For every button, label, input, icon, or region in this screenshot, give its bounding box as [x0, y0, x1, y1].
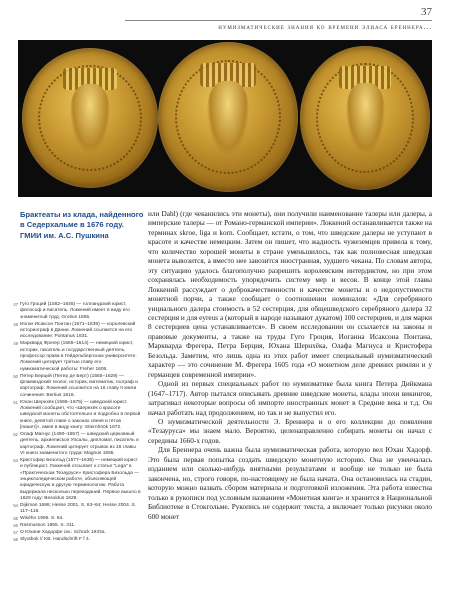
footnote-number: 55	[13, 516, 18, 522]
paragraph: О нумизматической деятельности Э. Бреннера и о его коллекции до появления «Тезауруса» мы знаем мало. Вероятно, целенаправленно собирать монеты он начал с середины 1660-х годов.	[148, 417, 432, 445]
footnote-number: 57	[13, 529, 18, 535]
footnote	[10, 523, 141, 529]
figure-caption	[20, 210, 144, 241]
footnote-text: Slyotbok // KB. Handschrift F f 4.	[20, 536, 90, 542]
paragraph: или Dahl) (где чеканились эти монеты), они получили наименование талеры или далеры, а имперские талеры — от Романо-германской империи». Локкений останавливается также на терминах skroe, liga и korn. Сообщает, кстати, о том, что шведские далеры не уступают в красоте и качестве немецким. Затем он пишет, что жадность чужеземцев привела к тому, что количество хорошей монеты в стране уменьшилось, так как полновесная шведская монета вывозится, а вместо нее завозится иностранная, худшего чекана. По словам автора, эту ситуацию удалось благополучно разрешить королевским интердиктом, но при этом сохранялась необходимость упорядочить систему мер и весов. В конце этой главы Локкений рассуждает о доброкачественности и качестве монеты и о недопустимости монетной порчи, а также сообщает о соотношении номиналов: «Для серебряного унциального далера стоимость в 52 сестерция, для общешведского серебряного далера 32 сестерция и для eyreus а (который в народе называют дукатом) 100 сестерциев, и для марки 8 сестерциев цена устанавливается». В своем исследовании он ссылается на законы и правовые документы, а также на труды Гуго Гроция, Иоганна Исаксона Понтана, Маркварда Фрегера, Петра Берция, Юхана Шернхёка, Олафа Магнуса и Кристофера Безольда. Заметим, что лишь одна из этих работ имеет специальный нумизматический характер — это сочинение М. Фрегера 1605 года «О монетном деле древних римлян и у германцев современной империи».	[148, 210, 432, 379]
footnote-number: 49	[13, 341, 18, 347]
footnote-number: 50	[13, 373, 18, 379]
footnote-number: 54	[13, 502, 18, 508]
footnote	[10, 530, 141, 536]
caption-line: в Седерхальме в 1676 году.	[20, 220, 124, 230]
coin-photograph	[18, 40, 432, 197]
footnote	[10, 458, 141, 502]
footnote-number: 53	[13, 457, 18, 463]
body-text	[148, 210, 432, 522]
paragraph: Для Бреннера очень важна была нумизматическая работа, которую вел Юхан Хадорф. Это была первая попытка создать шведскую монетную историю. Она не увенчалась изданием или сколько-нибудь внятными результатами и вообще не только не была закончена, но, строго говоря, по-настоящему не была начата. Она остановилась на стадии, которую можно назвать сбором материала и подготовкой изложения. Эта работа известна только в рукописи под условным названием «Монетная книга» и хранится в Национальной Библиотеке в Стокгольме. Рукопись не содержит текста, а включает только рисунки около 600 монет	[148, 446, 432, 521]
footnote-text: Кристофер Безольд (1577–1638) — немецкий юрист и публицист. Локкений отсылает к статье "Lega" в «Практическом Тезаурусе» Кристофера Безольда — энциклопедическом работе, объясняющей юридическую и другую терминологию. Работа выдержала несколько переизданий. Первое вышло в 1629 году: Besoldus 1629.	[20, 457, 141, 501]
footnote	[10, 537, 141, 543]
footnotes	[10, 302, 141, 544]
footnote	[10, 341, 141, 373]
footnote	[10, 322, 141, 341]
footnote-text: Иоган Исаксон Понтан (1571–1639) — королевский историограф в Дании. Локкений ссылается на его исследование: Pontanus 1631.	[20, 321, 136, 340]
footnote-number: 51	[13, 399, 18, 405]
footnote	[10, 374, 141, 399]
page-number: 37	[421, 6, 432, 18]
caption-line: ГМИИ им. А.С. Пушкина	[20, 230, 109, 240]
header-rule	[125, 20, 432, 21]
footnote-number: 52	[13, 431, 18, 437]
bracteate-coin-image	[300, 46, 430, 190]
footnote-number: 56	[13, 523, 18, 529]
footnote	[10, 432, 141, 457]
footnote-text: О Юхане Хадорфе см.: Schück 1933a.	[20, 529, 106, 535]
running-title: нумизматические знания ко времени элиаса бреннера...	[218, 23, 432, 31]
caption-line: Брактеаты из клада, найденного	[20, 210, 144, 219]
footnote-text: Марквард Фрегер (1565–1614) — немецкий юрист, историк, писатель и государственный деятель, профессор права в Гейдельбергском университете. Локкений цитирует третью главу его нумизматической работы: Freher 1605.	[20, 341, 137, 372]
footnote-text: Rasmusson 1965. S. 311.	[20, 523, 76, 529]
footnote-text: Wiséhn 1995. S. 84.	[20, 516, 64, 522]
footnote-number: 47	[13, 302, 18, 307]
footnote	[10, 516, 141, 522]
bracteate-coin-image	[158, 42, 298, 192]
footnote-text: Олаф Магнус (1490–1557) — шведский церковный деятель, архиепископ Упсалы, дипломат, писатель и картограф. Локкений цитирует отрывок из 16 главы VI книги знаменитого труда: Magnus 1555.	[20, 431, 139, 456]
footnote-number: 48	[13, 321, 18, 327]
footnote	[10, 503, 141, 516]
footnote-number: 58	[13, 536, 18, 542]
footnote-text: Петер Берций (Петер де Берт) (1565–1629) — фламандский теолог, историк, математик, гоограф и картограф. Локкений ссылается на 16 главу II книги сочинения: Bertius 1616.	[20, 373, 138, 398]
footnote	[10, 302, 141, 321]
bracteate-coin-image	[22, 48, 158, 188]
footnote-text: Гуго Гроций (1582–1645) — голландский юрист, философ и писатель. Локкений имеет в виду его знаменитый труд: Grotius 1655.	[20, 302, 130, 320]
footnote-text: Юхан Шернхёк (1596–1675) — шведский юрист. Локкений сообщает, что «Шернхёк о красоте шведской монеты обстоятельно и подробно в первой книге, девятой главе о законах свеев и гётов [пишет]», имея в виду книгу: Stiernhöök 1672.	[20, 399, 141, 430]
footnote-text: Dijkman 1686; Hesse 2001. S. 63–64; Hesse 2004. S. 117–118.	[20, 502, 137, 515]
footnote	[10, 400, 141, 432]
paragraph: Одной из первых специальных работ по нумизматике была книга Петера Дийкмана (1647–1717). Автор пытался описывать древние шведские монеты, клады эпохи викингов, затрагивал некоторые вопросы об импорте иностранных монет в Средние века и т.д. Он начал работать над продолжением, но так и не выпустил его.	[148, 380, 432, 417]
